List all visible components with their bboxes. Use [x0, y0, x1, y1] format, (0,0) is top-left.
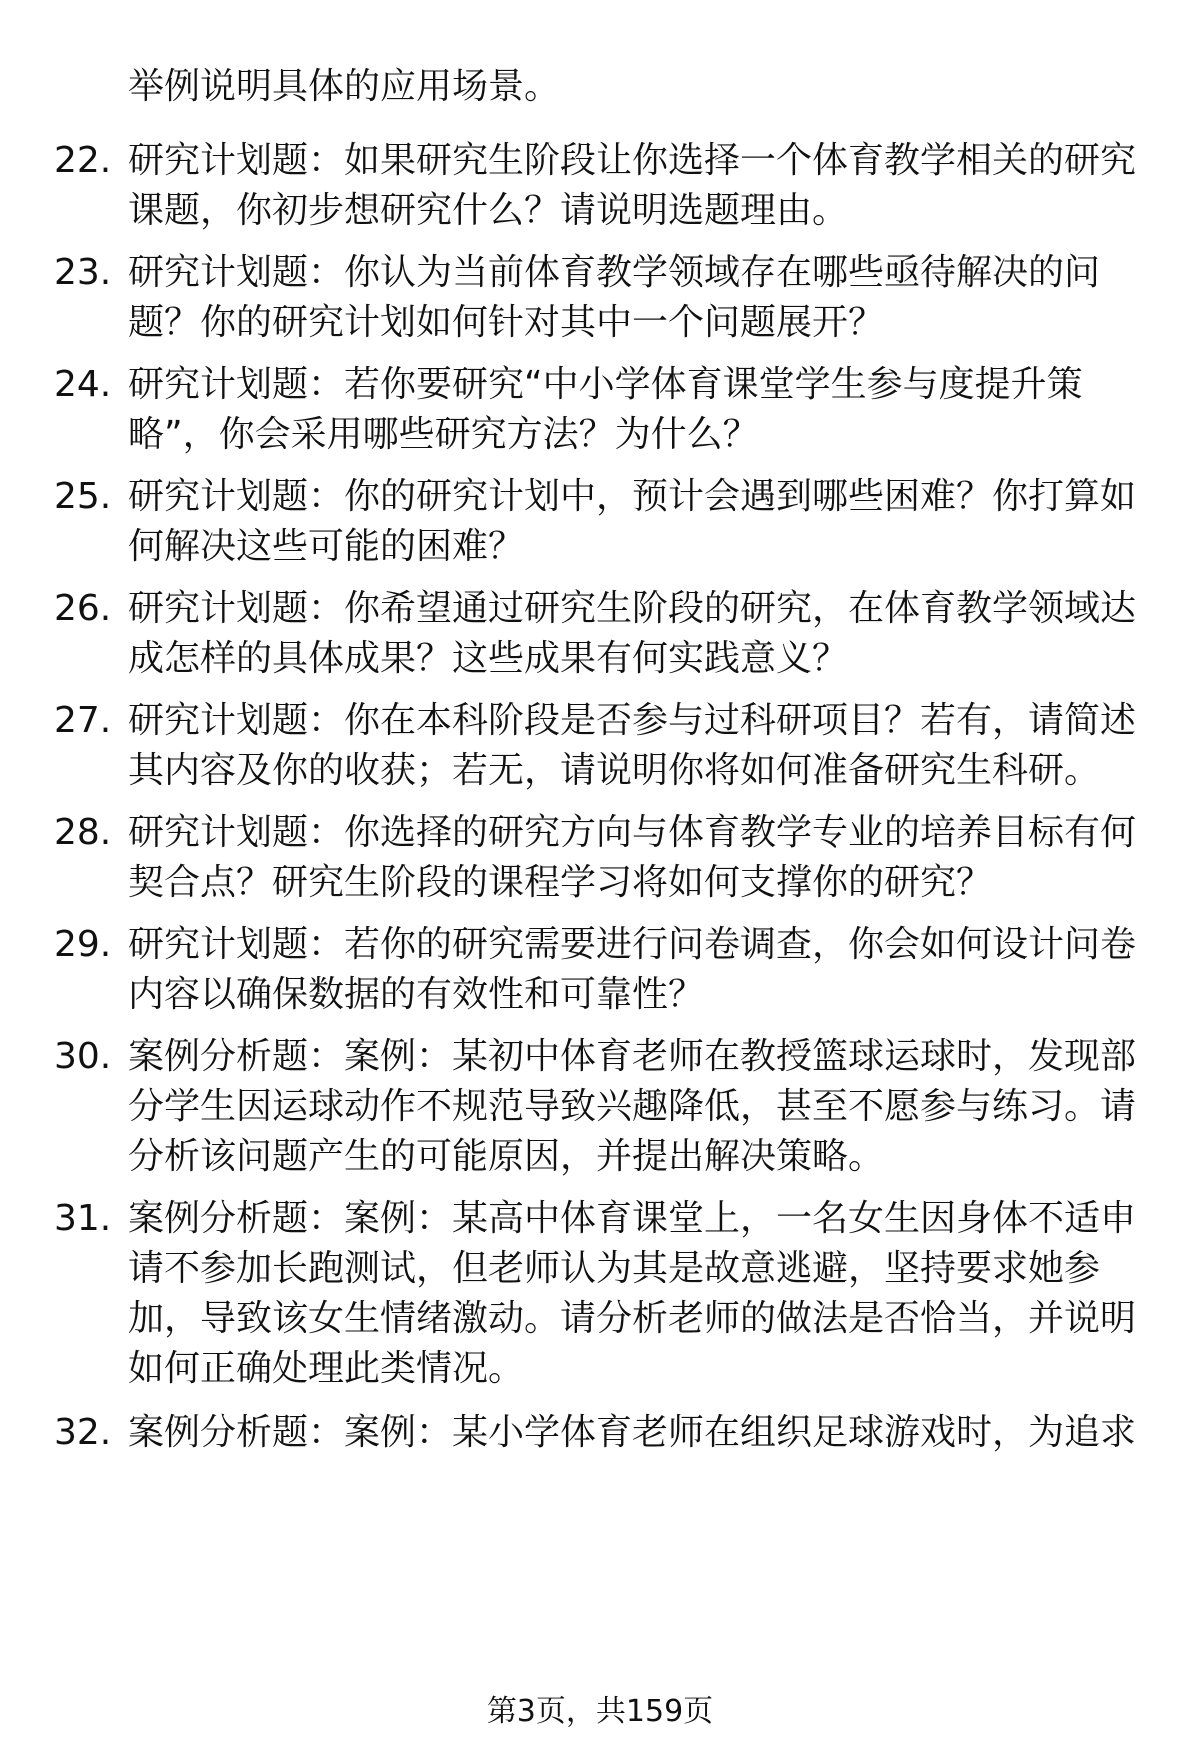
question-number: 31.	[54, 1198, 112, 1239]
question-text: 研究计划题：若你的研究需要进行问卷调查，你会如何设计问卷内容以确保数据的有效性和可靠性？	[128, 924, 1137, 1015]
question-text: 研究计划题：若你要研究“中小学体育课堂学生参与度提升策略”，你会采用哪些研究方法？为什么？	[128, 364, 1083, 455]
page-footer: 第3页，共159页	[486, 1694, 714, 1729]
question-text: 案例分析题：案例：某高中体育课堂上，一名女生因身体不适申请不参加长跑测试，但老师认为其是故意逃避，坚持要求她参加，导致该女生情绪激动。请分析老师的做法是否恰当，并说明如何正确处理此类情况。	[128, 1198, 1137, 1389]
question-text: 案例分析题：案例：某小学体育老师在组织足球游戏时，为追求	[128, 1412, 1137, 1453]
question-text: 研究计划题：你在本科阶段是否参与过科研项目？若有，请简述其内容及你的收获；若无，请说明你将如何准备研究生科研。	[128, 700, 1137, 791]
question-text: 研究计划题：你认为当前体育教学领域存在哪些亟待解决的问题？你的研究计划如何针对其中一个问题展开？	[128, 252, 1101, 343]
question-number: 25.	[54, 476, 112, 517]
question-text: 研究计划题：如果研究生阶段让你选择一个体育教学相关的研究课题，你初步想研究什么？请说明选题理由。	[128, 140, 1137, 231]
question-number: 29.	[54, 924, 112, 965]
question-number: 22.	[54, 140, 112, 181]
question-number: 32.	[54, 1412, 112, 1453]
question-number: 26.	[54, 588, 112, 629]
question-number: 24.	[54, 364, 112, 405]
question-number: 28.	[54, 812, 112, 853]
question-text: 案例分析题：案例：某初中体育老师在教授篮球运球时，发现部分学生因运球动作不规范导致兴趣降低，甚至不愿参与练习。请分析该问题产生的可能原因，并提出解决策略。	[128, 1036, 1137, 1177]
question-number: 23.	[54, 252, 112, 293]
question-number: 30.	[54, 1036, 112, 1077]
question-text: 研究计划题：你希望通过研究生阶段的研究，在体育教学领域达成怎样的具体成果？这些成果有何实践意义？	[128, 588, 1137, 679]
continuation-text: 举例说明具体的应用场景。	[128, 66, 561, 107]
question-text: 研究计划题：你的研究计划中，预计会遇到哪些困难？你打算如何解决这些可能的困难？	[128, 476, 1137, 567]
question-number: 27.	[54, 700, 112, 741]
question-text: 研究计划题：你选择的研究方向与体育教学专业的培养目标有何契合点？研究生阶段的课程学习将如何支撑你的研究？	[128, 812, 1137, 903]
